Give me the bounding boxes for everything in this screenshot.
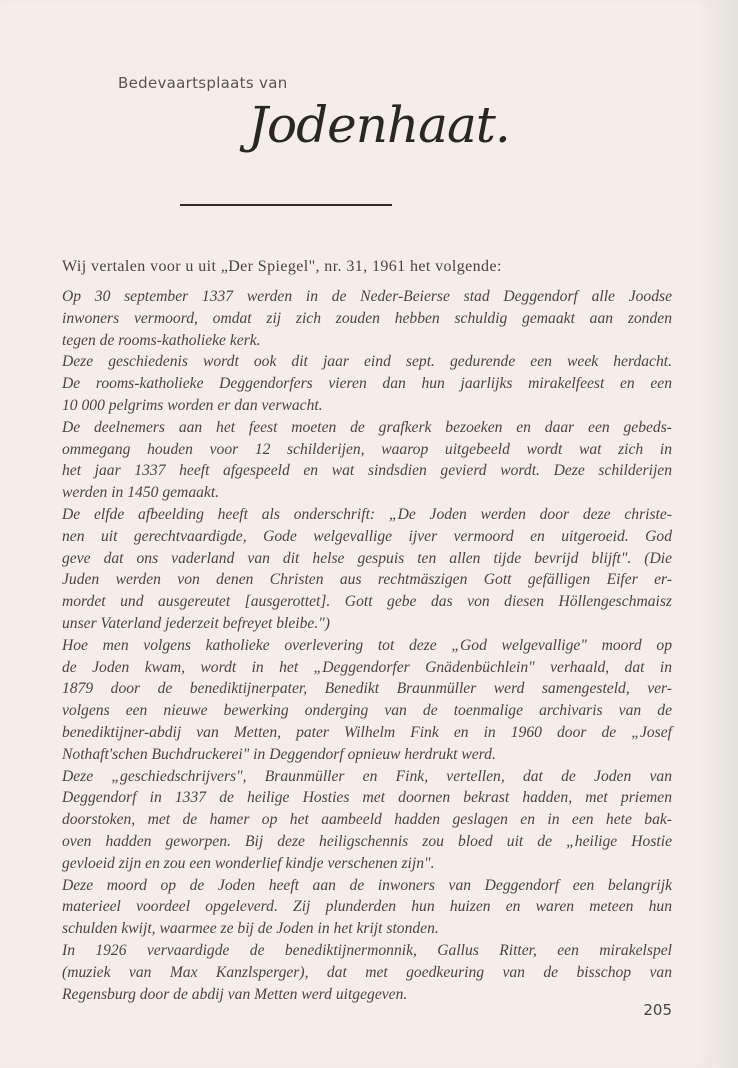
text-line: Regensburg door de abdij van Metten werd uitgegeven. [62, 985, 408, 1003]
article-body [62, 286, 672, 1005]
text-line: In 1926 vervaardigde de benediktijnermonnik, Gallus Ritter, een mirakelspel [62, 941, 672, 959]
text-line: unser Vaterland jederzeit befreyet bleibe.") [62, 614, 330, 632]
text-line: Deggendorf in 1337 de heilige Hosties met doornen bekrast hadden, met priemen [62, 789, 672, 807]
text-line: materieel voordeel opgeleverd. Zij plunderden hun huizen en waren meteen hun [62, 898, 672, 916]
kicker-heading: Bedevaartsplaats van [118, 74, 288, 92]
paragraph [62, 940, 672, 1005]
paragraph [62, 417, 672, 504]
text-line: Hoe men volgens katholieke overlevering tot deze „God welgevallige" moord op [62, 636, 672, 654]
text-line: oven hadden geworpen. Bij deze heiligschennis zou bloed uit de „heilige Hostie [62, 832, 672, 850]
paragraph [62, 504, 672, 635]
page-number: 205 [643, 1001, 672, 1019]
text-line: schulden kwijt, waarmee ze bij de Joden in het krijt stonden. [62, 920, 439, 938]
text-line: mordet und ausgereutet [ausgerottet]. Gott gebe das von diesen Höllengeschmaisz [62, 593, 672, 611]
title-divider [180, 204, 392, 206]
text-line: De elfde afbeelding heeft als onderschrift: „De Joden werden door deze christe- [62, 505, 672, 523]
paragraph [62, 351, 672, 416]
text-line: 10 000 pelgrims worden er dan verwacht. [62, 396, 323, 414]
text-line: inwoners vermoord, omdat zij zich zouden hebben schuldig gemaakt aan zonden [62, 309, 672, 327]
paragraph [62, 286, 672, 351]
text-line: De deelnemers aan het feest moeten de grafkerk bezoeken en daar een gebeds- [62, 418, 672, 436]
paragraph [62, 875, 672, 940]
paragraph [62, 635, 672, 766]
text-line: het jaar 1337 heeft afgespeeld en wat sindsdien gevierd wordt. Deze schilderijen [62, 462, 672, 480]
text-line: geve dat ons vaderland van dit helse gespuis ten allen tijde bevrijd blijft". (Die [62, 549, 672, 567]
text-line: Deze geschiedenis wordt ook dit jaar eind sept. gedurende een week herdacht. [62, 353, 672, 371]
text-line: (muziek van Max Kanzlsperger), dat met goedkeuring van de bisschop van [62, 963, 672, 981]
text-line: volgens een nieuwe bewerking onderging van de toenmalige archivaris van de [62, 702, 672, 720]
page-edge [712, 0, 738, 1068]
text-line: doorstoken, met de hamer op het aambeeld hadden geslagen en in een hete bak- [62, 811, 672, 829]
page-title: Jodenhaat. [248, 96, 510, 154]
text-line: 1879 door de benediktijnerpater, Benedikt Braunmüller werd samengesteld, ver- [62, 680, 672, 698]
text-line: werden in 1450 gemaakt. [62, 484, 220, 502]
text-line: gevloeid zijn en zou een wonderlief kindje verschenen zijn". [62, 854, 435, 872]
text-line: nen uit gerechtvaardigde, Gode welgevallige ijver vermoord en uitgeroeid. God [62, 527, 672, 545]
text-line: Deze moord op de Joden heeft aan de inwoners van Deggendorf een belangrijk [62, 876, 672, 894]
text-line: De rooms-katholieke Deggendorfers vieren dan hun jaarlijks mirakelfeest en een [62, 375, 672, 393]
text-line: tegen de rooms-katholieke kerk. [62, 331, 261, 349]
paragraph [62, 766, 672, 875]
text-line: Nothaft'schen Buchdruckerei" in Deggendorf opnieuw herdrukt werd. [62, 745, 496, 763]
text-line: Op 30 september 1337 werden in de Neder-Beierse stad Deggendorf alle Joodse [62, 288, 672, 305]
text-line: ommegang houden voor 12 schilderijen, waarop uitgebeeld wordt wat zich in [62, 440, 672, 458]
text-line: Deze „geschiedschrijvers", Braunmüller en Fink, vertellen, dat de Joden van [62, 767, 672, 785]
text-line: de Joden kwam, wordt in het „Deggendorfer Gnädenbüchlein" verhaald, dat in [62, 658, 672, 676]
text-line: Juden werden von denen Christen aus rechtmäszigen Gott gefälligen Eifer er- [62, 571, 672, 589]
intro-line: Wij vertalen voor u uit „Der Spiegel", nr. 31, 1961 het volgende: [62, 258, 502, 275]
text-line: benediktijner-abdij van Metten, pater Wilhelm Fink en in 1960 door de „Josef [62, 723, 672, 741]
